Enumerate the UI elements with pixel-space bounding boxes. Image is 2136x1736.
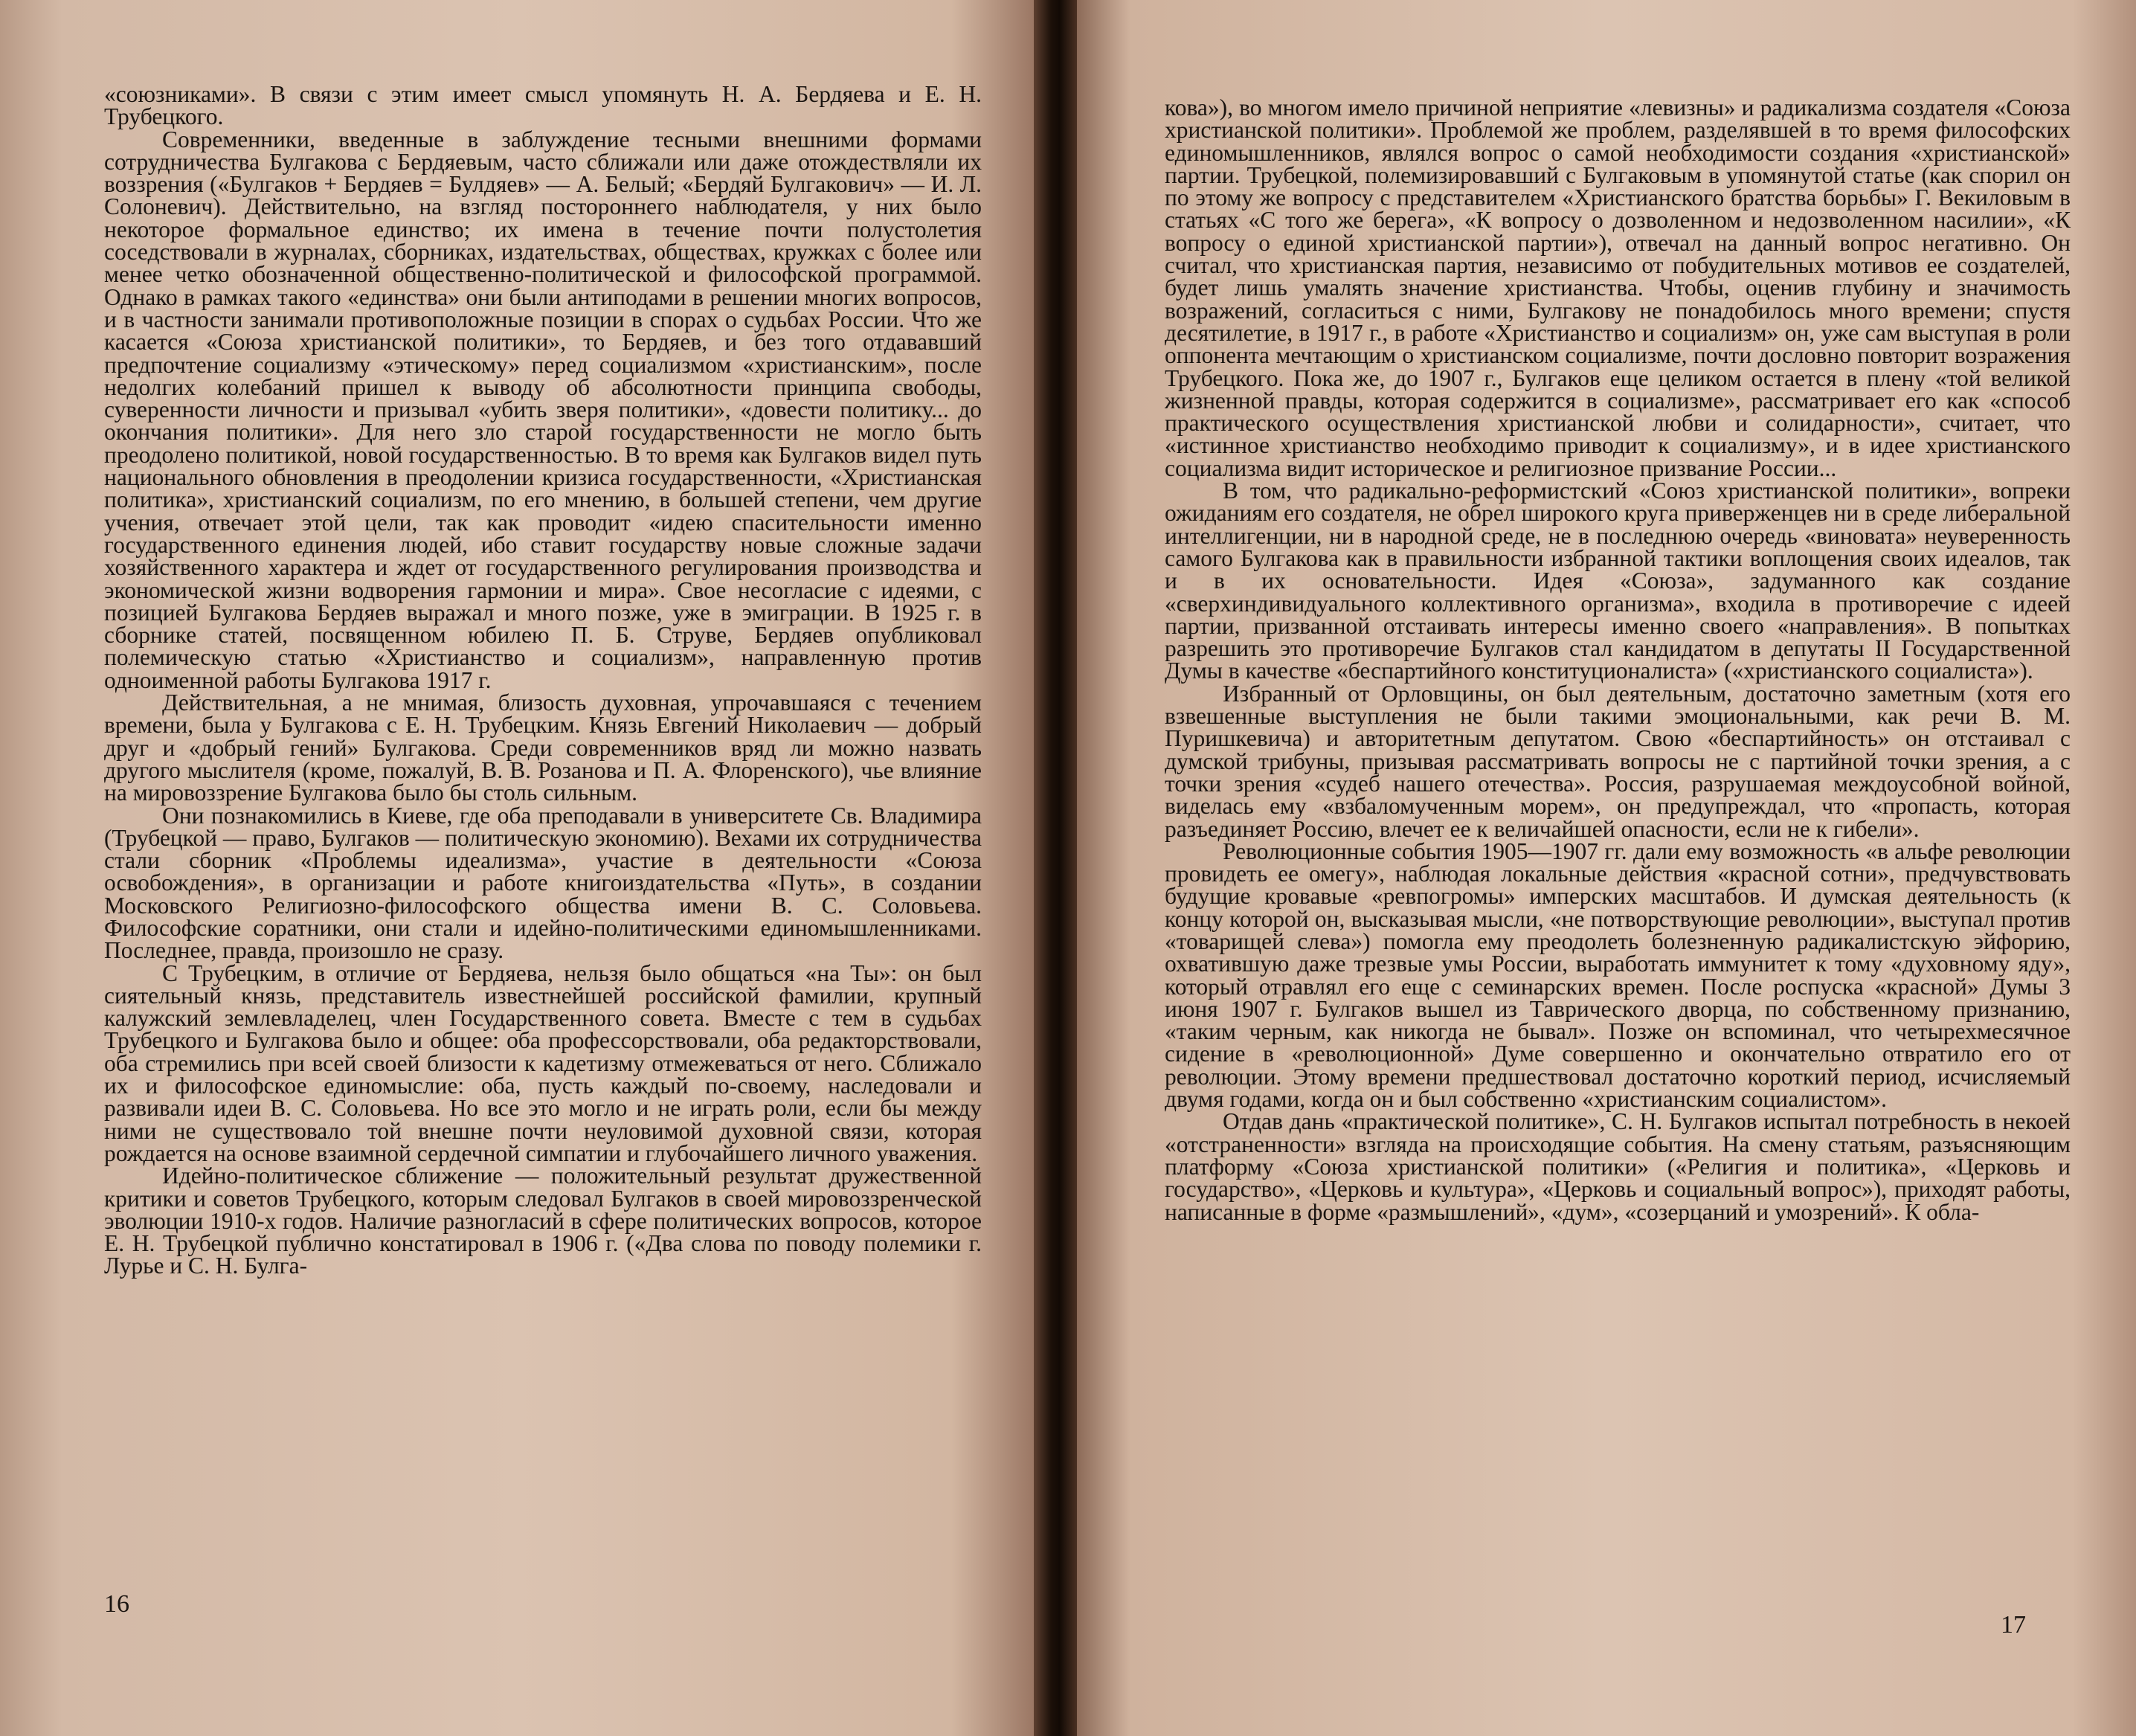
left-page <box>0 0 1034 1736</box>
paragraph: Действительная, а не мнимая, близость духовная, упрочавшаяся с течением времени, была у Булгакова с Е. Н. Трубецким. Князь Евгений Николаевич — добрый друг и «добрый гений» Булгакова. Среди современников вряд ли можно назвать другого мыслителя (кроме, пожалуй, В. В. Розанова и П. А. Флоренского), чье влияние на мировоззрение Булгакова было бы столь сильным. <box>104 689 982 806</box>
paragraph: «союзниками». В связи с этим имеет смысл упомянуть Н. А. Бердяева и Е. Н. Трубецкого. <box>104 81 982 130</box>
right-page-text <box>1165 94 2071 1225</box>
book-gutter <box>1034 0 1077 1736</box>
paragraph: В том, что радикально-реформистский «Союз христианской политики», вопреки ожиданиям его создателя, не обрел широкого круга приверженцев ни в среде либеральной интеллигенции, ни в народной среде, не в последнюю очередь «виновата» неуверенность самого Булгакова как в правильности избранной тактики воплощения своих идеалов, так и в их основательности. Идея «Союза», задуманного как создание «сверхиндивидуального коллективного организма», входила в противоречие с идеей партии, призванной отстаивать интересы именно своего «направления». В попытках разрешить это противоречие Булгаков стал кандидатом в депутаты II Государственной Думы в качестве «беспартийного конституционалиста» («христианского социалиста»). <box>1165 478 2071 684</box>
paragraph: Идейно-политическое сближение — положительный результат дружественной критики и советов Трубецкого, которым следовал Булгаков в своей мировоззренческой эволюции 1910-х годов. Наличие разногласий в сфере политических вопросов, которое Е. Н. Трубецкой публично констатировал в 1906 г. («Два слова по поводу полемики г. Лурье и С. Н. Булга- <box>104 1163 982 1279</box>
paragraph: С Трубецким, в отличие от Бердяева, нельзя было общаться «на Ты»: он был сиятельный князь, представитель известнейшей российской фамилии, крупный калужский землевладелец, член Государственного совета. Вместе с тем в судьбах Трубецкого и Булгакова было и общее: оба профессорствовали, оба редакторствовали, оба стремились при всей своей близости к кадетизму отмежеваться от него. Сближало их и философское единомыслие: оба, пусть каждый по-своему, наследовали и развивали идеи В. С. Соловьева. Но все это могло и не играть роли, если бы между ними не существовало той внешне почти неуловимой духовной связи, которая рождается на основе взаимной сердечной симпатии и глубочайшего личного уважения. <box>104 959 982 1166</box>
page-number: 17 <box>2001 1611 2026 1639</box>
paragraph: Революционные события 1905—1907 гг. дали ему возможность «в альфе революции провидеть ее омегу», наблюдая локальные действия «красной сотни», предчувствовать будущие кровавые «ревпогромы» имперских масштабов. И думская деятельность (к концу которой он, высказывая мысли, «не потворствующие революции», выступал против «товарищей слева») помогла ему преодолеть болезненную радикалистскую эйфорию, охватившую даже трезвые умы России, выработать иммунитет к тому «духовному яду», который отравлял его еще с семинарских времен. После роспуска «красной» Думы 3 июня 1907 г. Булгаков вышел из Таврического дворца, по собственному признанию, «таким черным, как никогда не бывал». Позже он вспоминал, что четырехмесячное сидение в «революционной» Думе совершенно и окончательно отвратило его от революции. Этому времени предшествовал достаточно короткий период, исчисляемый двумя годами, когда он и был собственно «христианским социалистом». <box>1165 838 2071 1113</box>
paragraph: Избранный от Орловщины, он был деятельным, достаточно заметным (хотя его взвешенные выступления не были такими эмоциональными, как речи В. М. Пуришкевича) и авторитетным депутатом. Свою «беспартийность» он отстаивал с думской трибуны, призывая рассматривать вопросы не с партийной точки зрения, а с точки зрения «судеб нашего отечества». Россия, разрушаемая междоусобной войной, виделась ему «взбаломученным морем», он предупреждал, что «пропасть, которая разъединяет Россию, влечет ее к величайшей опасности, если не к гибели». <box>1165 680 2071 842</box>
paragraph: кова»), во многом имело причиной неприятие «левизны» и радикализма создателя «Союза христианской политики». Проблемой же проблем, разделявшей в то время философских единомышленников, являлся вопрос о самой необходимости создания «христианской» партии. Трубецкой, полемизировавший с Булгаковым в упомянутой статье (как спорил он по этому же вопросу с представителем «Христианского братства борьбы» Г. Векиловым в статьях «С того же берега», «К вопросу о дозволенном и недозволенном насилии», «К вопросу о единой христианской партии»), отвечал на данный вопрос негативно. Он считал, что христианская партия, независимо от побудительных мотивов ее создателей, будет лишь умалять значение христианства. Чтобы, оценив глубину и значимость возражений, согласиться с ними, Булгакову не понадобилось много времени; спустя десятилетие, в 1917 г., в работе «Христианство и социализм» он, уже сам выступая в роли оппонента мечтающим о христианском социализме, почти дословно повторит возражения Трубецкого. Пока же, до 1907 г., Булгаков еще целиком остается в плену «той великой жизненной правды, которая содержится в социализме», рассматривает его как «способ практического осуществления христианской любви и солидарности», считает, что «истинное христианство необходимо приводит к социализму», и в идее христианского социализма видит историческое и религиозное призвание России... <box>1165 94 2071 481</box>
page-number: 16 <box>104 1590 129 1618</box>
left-page-text <box>104 83 982 1278</box>
paragraph: Они познакомились в Киеве, где оба преподавали в университете Св. Владимира (Трубецкой — право, Булгаков — политическую экономию). Вехами их сотрудничества стали сборник «Проблемы идеализма», участие в деятельности «Союза освобождения», в организации и работе книгоиздательства «Путь», в создании Московского Религиозно-философского общества имени В. С. Соловьева. Философские соратники, они стали и идейно-политическими единомышленниками. Последнее, правда, произошло не сразу. <box>104 802 982 964</box>
right-page <box>1077 0 2136 1736</box>
paragraph: Отдав дань «практической политике», С. Н. Булгаков испытал потребность в некоей «отстраненности» взгляда на происходящие события. На смену статьям, разъясняющим платформу «Союза христианской политики» («Религия и политика», «Церковь и государство», «Церковь и культура», «Церковь и социальный вопрос»), приходят работы, написанные в форме «размышлений», «дум», «созерцаний и умозрений». К обла- <box>1165 1108 2071 1225</box>
paragraph: Современники, введенные в заблуждение тесными внешними формами сотрудничества Булгакова с Бердяевым, часто сближали или даже отождествляли их воззрения («Булгаков + Бердяев = Булдяев» — А. Белый; «Бердяй Булгакович» — И. Л. Солоневич). Действительно, на взгляд постороннего наблюдателя, у них было некоторое формальное единство; их имена в течение почти полустолетия соседствовали в журналах, сборниках, издательствах, обществах, кружках с более или менее четко обозначенной общественно-политической и философской программой. Однако в рамках такого «единства» они были антиподами в решении многих вопросов, и в частности занимали противоположные позиции в спорах о судьбах России. Что же касается «Союза христианской политики», то Бердяев, и без того отдававший предпочтение социализму «этическому» перед социализмом «христианским», после недолгих колебаний пришел к выводу об абсолютности принципа свободы, суверенности личности и призывал «убить зверя политики», «довести политику... до окончания политики». Для него зло старой государственности не могло быть преодолено политикой, новой государственностью. В то время как Булгаков видел путь национального обновления в преодолении кризиса государственности, «Христианская политика», христианский социализм, по его мнению, в большей степени, чем другие учения, отвечает этой цели, так как проводит «идею спасительности именно государственного единения людей, ибо ставит государству новые сложные задачи хозяйственного характера и ждет от государственного регулирования производства и экономической жизни водворения гармонии и мира». Свое несогласие с идеями, с позицией Булгакова Бердяев выражал и много позже, уже в эмиграции. В 1925 г. в сборнике статей, посвященном юбилею П. Б. Струве, Бердяев опубликовал полемическую статью «Христианство и социализм», направленную против одноименной работы Булгакова 1917 г. <box>104 126 982 693</box>
